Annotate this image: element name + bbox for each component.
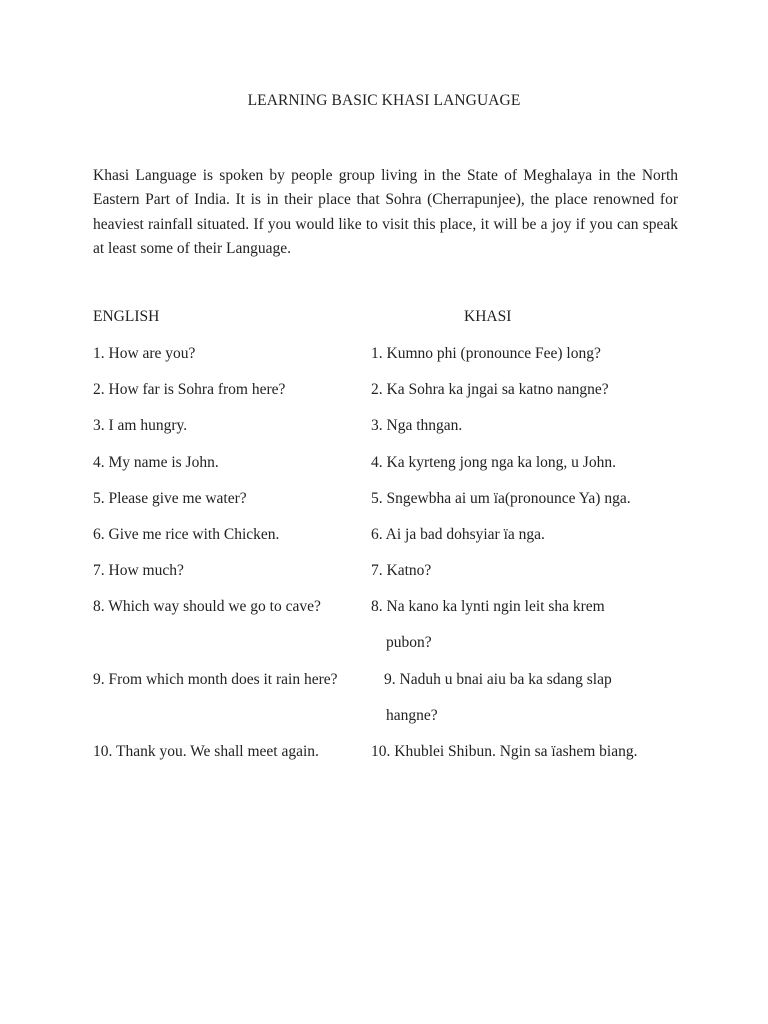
english-phrase-7: 7. How much? bbox=[93, 562, 184, 579]
khasi-phrase-9-continued: hangne? bbox=[386, 707, 438, 724]
khasi-phrase-3: 3. Nga thngan. bbox=[371, 417, 463, 434]
english-phrase-5: 5. Please give me water? bbox=[93, 490, 247, 507]
khasi-phrase-2: 2. Ka Sohra ka jngai sa katno nangne? bbox=[371, 381, 609, 398]
khasi-phrase-8: 8. Na kano ka lynti ngin leit sha krem bbox=[371, 598, 605, 615]
english-phrase-8: 8. Which way should we go to cave? bbox=[93, 598, 321, 615]
column-header-khasi: KHASI bbox=[464, 308, 512, 325]
english-phrase-10: 10. Thank you. We shall meet again. bbox=[93, 743, 319, 760]
khasi-phrase-6: 6. Ai ja bad dohsyiar ïa nga. bbox=[371, 526, 545, 543]
page-title: LEARNING BASIC KHASI LANGUAGE bbox=[247, 92, 521, 109]
intro-paragraph: Khasi Language is spoken by people group living in the State of Meghalaya in the North Eastern Part of India. It is in their place that Sohra (Cherrapunjee), the place renowned for heaviest rainfall situated. If you would like to visit this place, it will be a joy if you can speak at least some of their Language. bbox=[93, 167, 678, 257]
khasi-phrase-1: 1. Kumno phi (pronounce Fee) long? bbox=[371, 345, 601, 362]
khasi-phrase-4: 4. Ka kyrteng jong nga ka long, u John. bbox=[371, 454, 616, 471]
khasi-phrase-5: 5. Sngewbha ai um ïa(pronounce Ya) nga. bbox=[371, 490, 631, 507]
column-header-english: ENGLISH bbox=[93, 308, 160, 325]
khasi-phrase-8-continued: pubon? bbox=[386, 634, 432, 651]
english-phrase-2: 2. How far is Sohra from here? bbox=[93, 381, 286, 398]
english-phrase-3: 3. I am hungry. bbox=[93, 417, 188, 434]
khasi-phrase-10: 10. Khublei Shibun. Ngin sa ïashem biang. bbox=[371, 743, 638, 760]
english-phrase-6: 6. Give me rice with Chicken. bbox=[93, 526, 280, 543]
khasi-phrase-9: 9. Naduh u bnai aiu ba ka sdang slap bbox=[384, 671, 612, 688]
english-phrase-9: 9. From which month does it rain here? bbox=[93, 671, 338, 688]
khasi-phrase-7: 7. Katno? bbox=[371, 562, 432, 579]
english-phrase-1: 1. How are you? bbox=[93, 345, 196, 362]
english-phrase-4: 4. My name is John. bbox=[93, 454, 219, 471]
